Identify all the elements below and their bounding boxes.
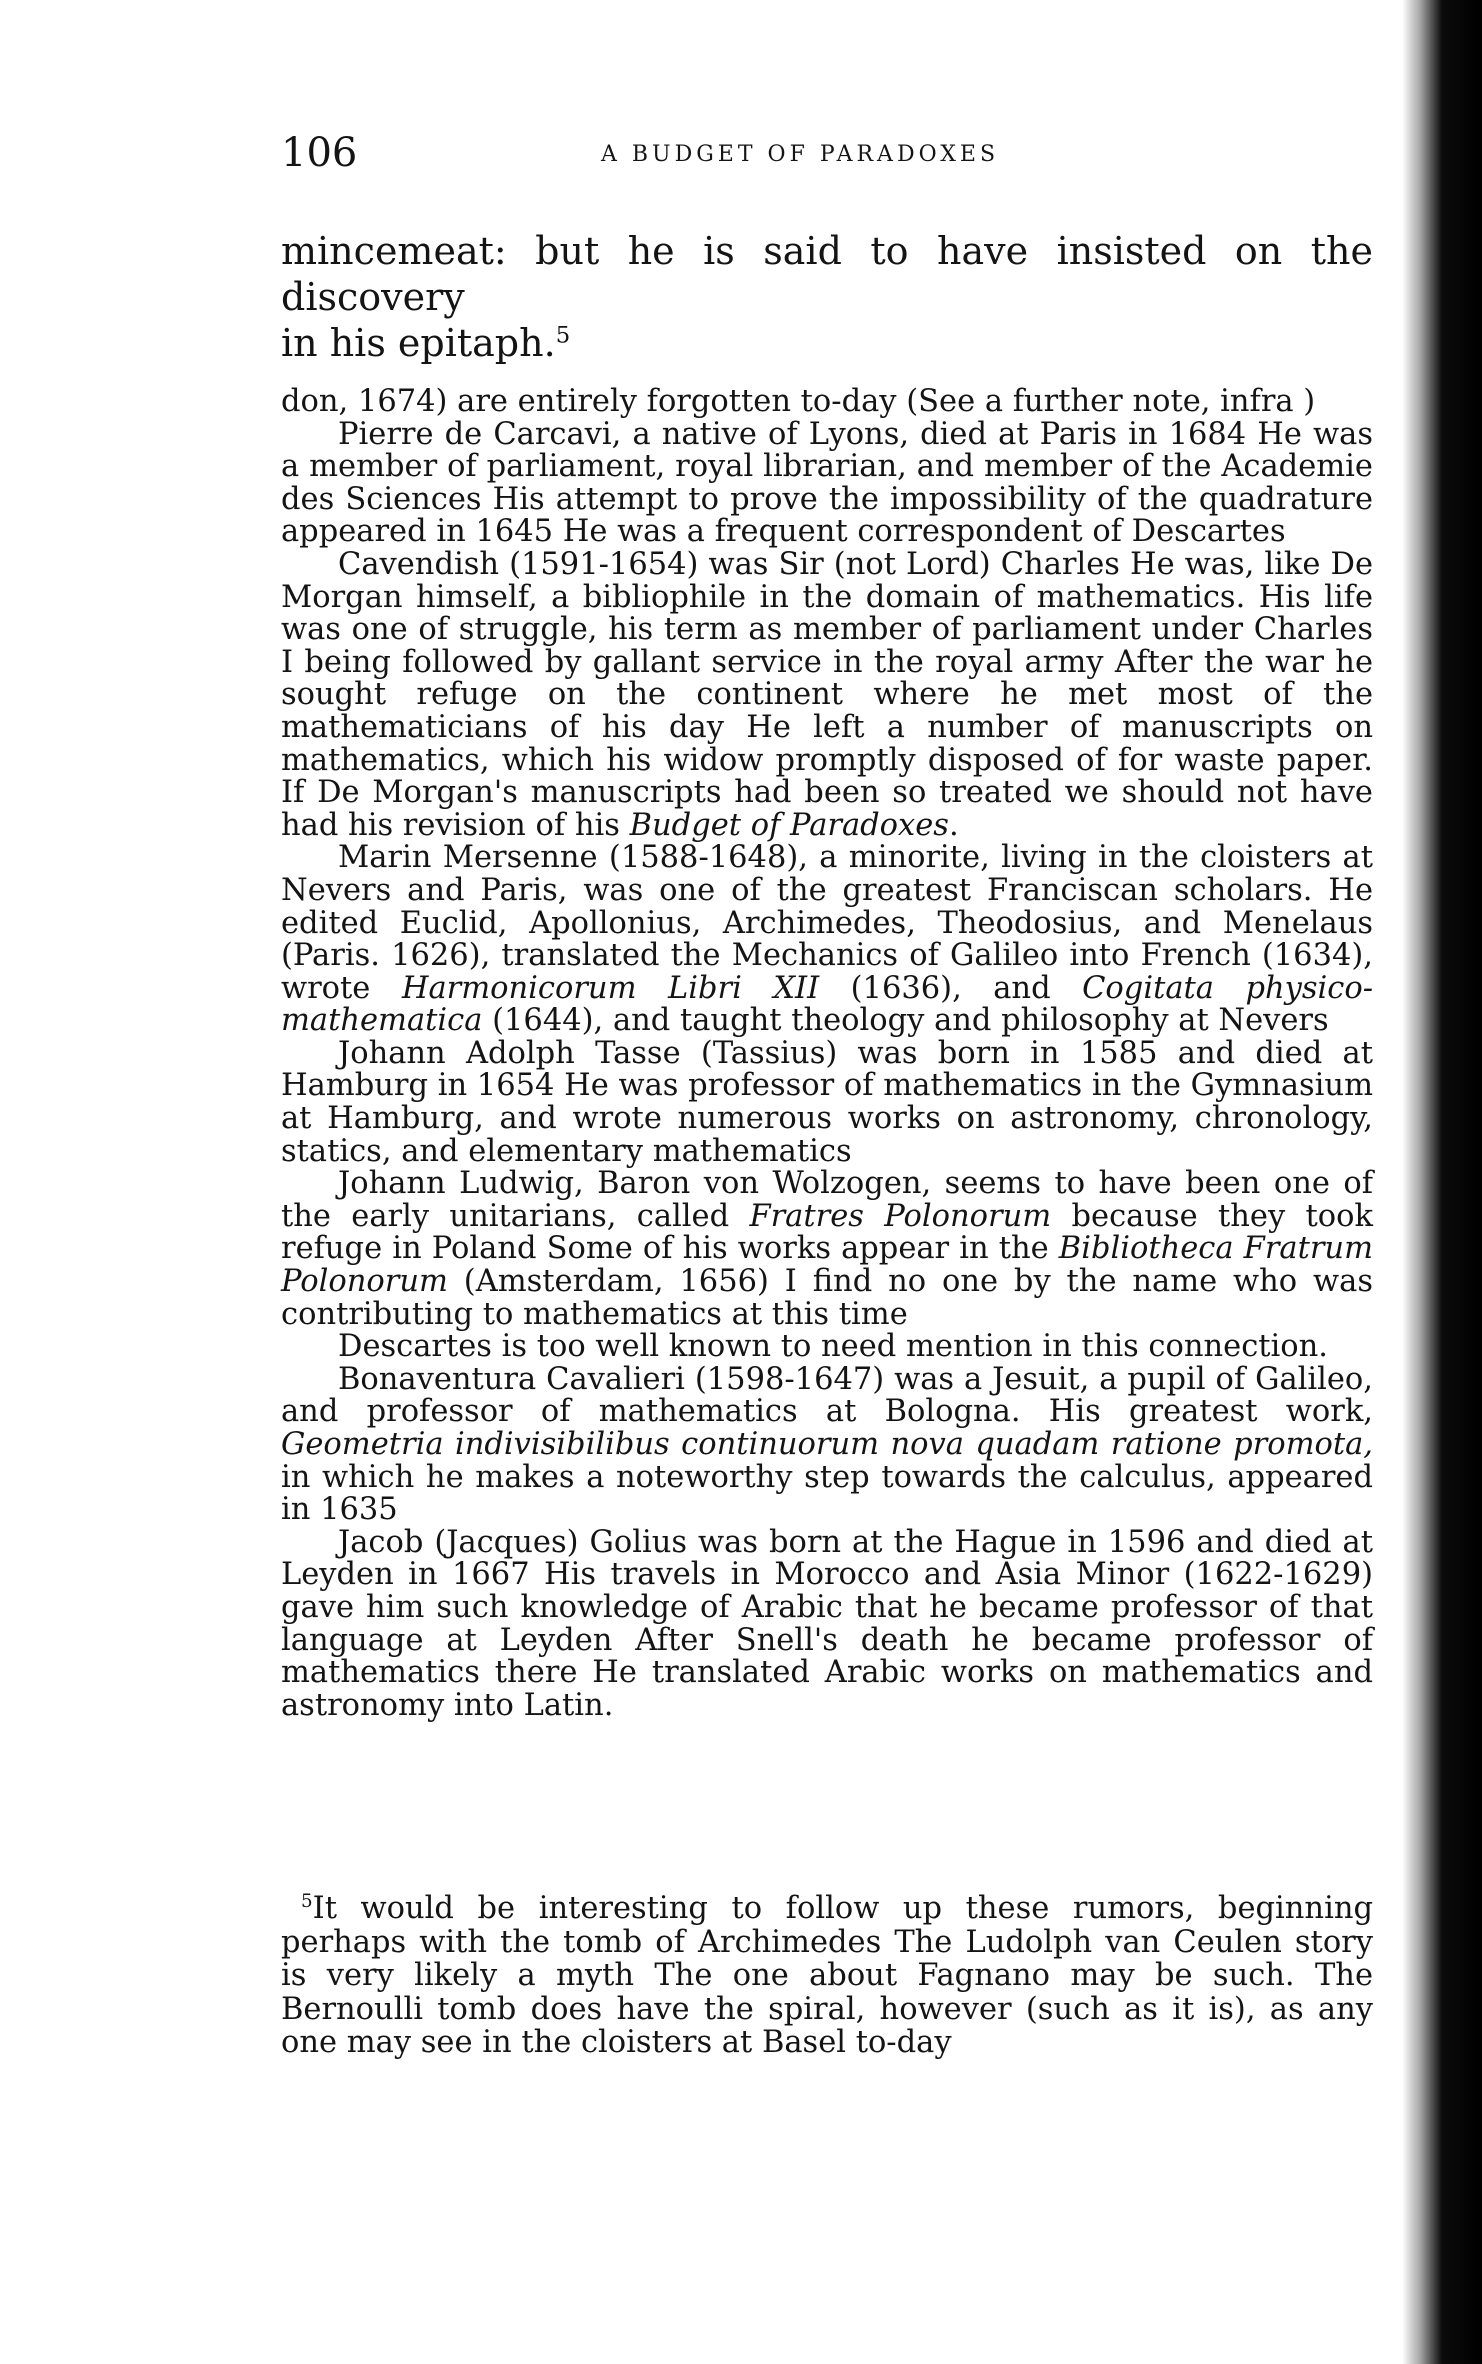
page-number: 106 [281, 130, 358, 176]
note-cavendish [281, 546, 1373, 843]
footnote-text: It would be interesting to follow up these rumors, beginning perhaps with the tomb of Archimedes The Ludolph van Ceulen story is very likely a myth The one about Fagnano may be such. The Bernoulli tomb does have the spiral, however (such as it is), as any one may see in the cloisters at Basel to-day [281, 1891, 1373, 2060]
note-cavalieri-end: in which he makes a noteworthy step towards the calculus, appeared in 1635 [281, 1459, 1373, 1528]
note-cavalieri [281, 1361, 1373, 1528]
note-tasse: Johann Adolph Tasse (Tassius) was born in 1585 and died at Hamburg in 1654 He was professor of mathematics in the Gymnasium at Hamburg, and wrote numerous works on astronomy, chronology, statics, and elementary mathematics [281, 1035, 1373, 1169]
note-cavalieri-text: Bonaventura Cavalieri (1598-1647) was a Jesuit, a pupil of Galileo, and professor of mathematics at Bologna. His greatest work, [281, 1361, 1373, 1430]
note-descartes: Descartes is too well known to need mention in this connection. [338, 1329, 1328, 1365]
main-text [281, 228, 1373, 366]
note-wolzogen-title-2: Bibliotheca Fratrum Polonorum [281, 1231, 1373, 1300]
note-cavendish-text: Cavendish (1591-1654) was Sir (not Lord) Charles He was, like De Morgan himself, a bibliophile in the domain of mathematics. His life was one of struggle, his term as member of parliament under Charles I being followed by gallant service in the royal army After the war he sought refuge on the continent where he met most of the mathematicians of his day He left a number of manuscripts on mathematics, which his widow promptly disposed of for waste paper. If De Morgan's manuscripts had been so treated we should not have had his revision of his [281, 546, 1373, 843]
note-cavalieri-title: Geometria indivisibilibus continuorum nova quadam ratione promota, [281, 1427, 1373, 1462]
note-mersenne-end: (1644), and taught theology and philosophy at Nevers [482, 1003, 1329, 1039]
note-golius: Jacob (Jacques) Golius was born at the Hague in 1596 and died at Leyden in 1667 His travels in Morocco and Asia Minor (1622-1629) gave him such knowledge of Arabic that he became professor of that language at Leyden After Snell's death he became professor of mathematics there He translated Arabic works on mathematics and astronomy into Latin. [281, 1524, 1373, 1723]
note-continuation: don, 1674) are entirely forgotten to-day (See a further note, infra ) [281, 384, 1316, 419]
note-mersenne-title-2: Cogitata physico-mathematica [281, 970, 1373, 1039]
note-cavendish-end: . [948, 807, 959, 843]
note-wolzogen-text: Johann Ludwig, Baron von Wolzogen, seems to have been one of the early unitarians, called [281, 1166, 1373, 1234]
running-title: A BUDGET OF PARADOXES [601, 142, 1000, 167]
footnote [281, 1892, 1373, 2060]
notes-section [281, 386, 1373, 1722]
note-carcavi: Pierre de Carcavi, a native of Lyons, died at Paris in 1684 He was a member of parliament, royal librarian, and member of the Academie des Sciences His attempt to prove the impossibility of the quadrature appeared in 1645 He was a frequent correspondent of Descartes [281, 416, 1373, 550]
page-header [281, 128, 1371, 188]
main-text-line-1: mincemeat: but he is said to have insisted on the discovery [281, 229, 1373, 319]
footnote-marker: 5 [301, 1890, 313, 1912]
note-wolzogen [281, 1168, 1373, 1331]
note-wolzogen-end: (Amsterdam, 1656) I find no one by the name who was contributing to mathematics at this time [281, 1264, 1373, 1332]
note-mersenne-title-1: Harmonicorum Libri XII [401, 970, 820, 1006]
note-mersenne [281, 842, 1373, 1038]
note-cavendish-title: Budget of Paradoxes [629, 807, 949, 843]
footnote-reference: 5 [555, 322, 571, 349]
note-mersenne-middle: (1636), and [819, 970, 1083, 1006]
note-wolzogen-middle: because they took refuge in Poland Some of his works appear in the [281, 1198, 1373, 1267]
note-wolzogen-title-1: Fratres Polonorum [749, 1198, 1052, 1234]
main-text-line-2: in his epitaph. [281, 321, 556, 365]
page-edge-shadow [1402, 0, 1482, 2364]
note-mersenne-text: Marin Mersenne (1588-1648), a minorite, living in the cloisters at Nevers and Paris, was one of the greatest Franciscan scholars. He edited Euclid, Apollonius, Archimedes, Theodosius, and Menelaus (Paris. 1626), translated the Mechanics of Galileo into French (1634), wrote [281, 840, 1373, 1006]
